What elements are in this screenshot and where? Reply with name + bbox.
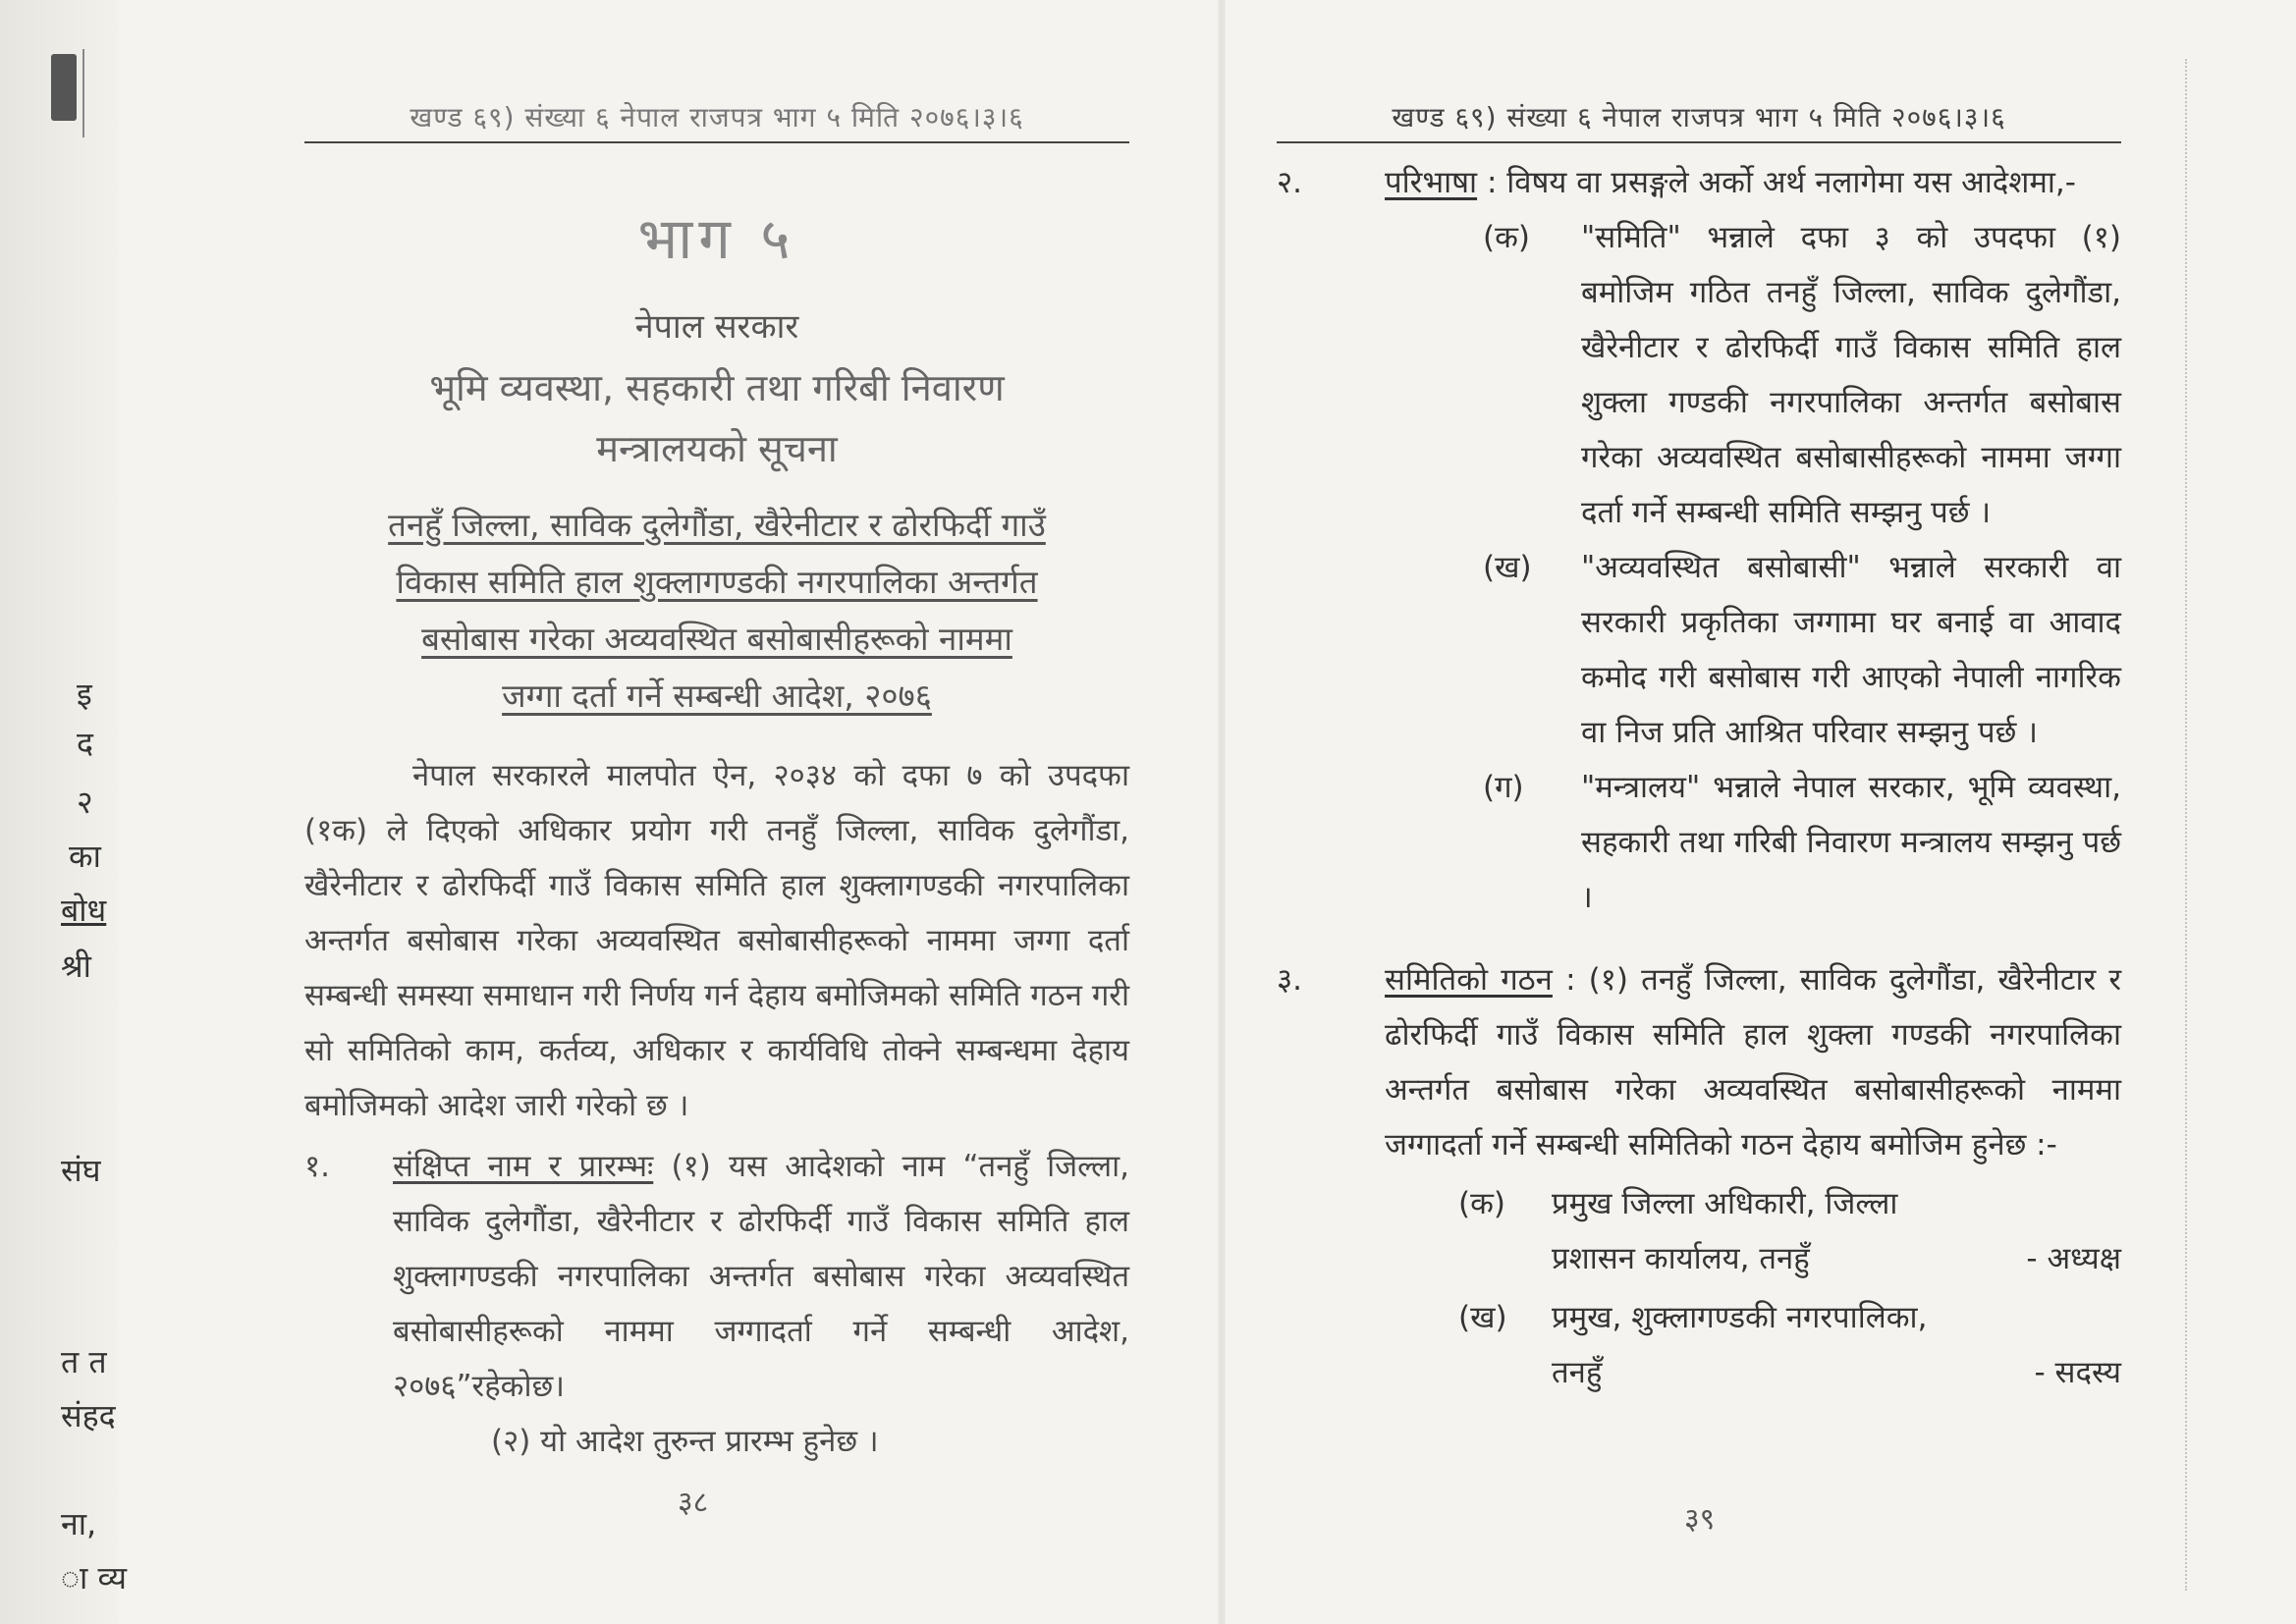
- section-heading: परिभाषा: [1385, 165, 1478, 200]
- order-title-line: विकास समिति हाल शुक्लागण्डकी नगरपालिका अन्तर्गत: [396, 563, 1038, 601]
- preamble-text: नेपाल सरकारले मालपोत ऐन, २०३४ को दफा ७ को उपदफा (१क) ले दिएको अधिकार प्रयोग गरी तनहुँ जिल्ला, साविक दुलेगौंडा, खैरेनीटार र ढोरफिर्दी गाउँ विकास समिति हाल शुक्लागण्डकी नगरपालिका अन्तर्गत बसोबास गरेका अव्यवस्थित बसोबासीहरूको नाममा जग्गा दर्ता सम्बन्धी समस्या समाधान गरी निर्णय गर्न देहाय बमोजिमको समिति गठन गरी सो समितिको काम, कर्तव्य, अधिकार र कार्यविधि तोक्ने सम्बन्धमा देहाय बमोजिमको आदेश जारी गरेको छ ।: [304, 758, 1129, 1123]
- edge-fragment: द: [77, 725, 93, 762]
- item-label: (क): [1483, 220, 1530, 255]
- member-label: (ख): [1458, 1300, 1507, 1335]
- page-fold: [1218, 0, 1226, 1624]
- edge-fragment: ना,: [61, 1505, 97, 1543]
- section-2: [1277, 155, 2121, 210]
- item-text: "मन्त्रालय" भन्नाले नेपाल सरकार, भूमि व्यवस्था, सहकारी तथा गरिबी निवारण मन्त्रालय सम्झनु पर्छ ।: [1581, 770, 2121, 915]
- item-text: "अव्यवस्थित बसोबासी" भन्नाले सरकारी वा सरकारी प्रकृतिका जग्गामा घर बनाई वा आवाद कमोद गरी बसोबास गरी आएको नेपाली नागरिक वा निज प्रति आश्रित परिवार सम्झनु पर्छ ।: [1581, 550, 2121, 750]
- section-heading: समितिको गठन: [1385, 962, 1553, 998]
- definition-item: [1277, 540, 2121, 760]
- section-text: : (१) तनहुँ जिल्ला, साविक दुलेगौंडा, खैरेनीटार र ढोरफिर्दी गाउँ विकास समिति हाल शुक्ला गण्डकी नगरपालिका अन्तर्गत बसोबास गरेका अव्यवस्थित बसोबासीहरूको नाममा जग्गादर्ता गर्ने सम्बन्धी समितिको गठन देहाय बमोजिम हुनेछ :-: [1385, 962, 2122, 1163]
- edge-fragment: संघ: [61, 1152, 101, 1189]
- edge-fragment: त त: [61, 1343, 107, 1380]
- preamble: [304, 748, 1129, 1133]
- member-line: प्रशासन कार्यालय, तनहुँ: [1552, 1241, 1810, 1276]
- order-title-line: बसोबास गरेका अव्यवस्थित बसोबासीहरूको नाममा: [421, 620, 1012, 658]
- order-title-line: जग्गा दर्ता गर्ने सम्बन्धी आदेश, २०७६: [502, 677, 932, 715]
- section-number: २.: [1277, 165, 1302, 200]
- definition-item: [1277, 210, 2121, 540]
- section-1: [304, 1139, 1129, 1414]
- member-line: प्रमुख, शुक्लागण्डकी नगरपालिका,: [1552, 1300, 1928, 1335]
- member-role: - अध्यक्ष: [2026, 1241, 2121, 1276]
- edge-fragment: ा व्य: [61, 1559, 127, 1597]
- item-label: (ख): [1483, 550, 1532, 585]
- ministry-line: भूमि व्यवस्था, सहकारी तथा गरिबी निवारण: [429, 366, 1005, 409]
- section-text: (१) यस आदेशको नाम “तनहुँ जिल्ला, साविक दुलेगौंडा, खैरेनीटार र ढोरफिर्दी गाउँ विकास समिति हाल शुक्लागण्डकी नगरपालिका अन्तर्गत बसोबास गरेका अव्यवस्थित बसोबासीहरूको नाममा जग्गादर्ता गर्ने सम्बन्धी आदेश, २०७६”रहेकोछ।: [393, 1149, 1130, 1404]
- item-label: (ग): [1483, 770, 1524, 805]
- page-number-right: ३९: [1684, 1502, 1716, 1537]
- ministry-line: मन्त्रालयको सूचना: [596, 427, 838, 470]
- running-head: खण्ड ६९) संख्या ६ नेपाल राजपत्र भाग ५ मिति २०७६।३।६: [1277, 98, 2121, 143]
- edge-fragment: श्री: [61, 947, 91, 985]
- member-label: (क): [1458, 1186, 1505, 1221]
- section-number: १.: [304, 1149, 330, 1184]
- member-line: प्रमुख जिल्ला अधिकारी, जिल्ला: [1552, 1186, 1898, 1221]
- edge-fragment: संहद: [61, 1397, 116, 1435]
- committee-member: [1277, 1290, 2121, 1400]
- committee-member: [1277, 1176, 2121, 1286]
- item-text: "समिति" भन्नाले दफा ३ को उपदफा (१) बमोजिम गठित तनहुँ जिल्ला, साविक दुलेगौंडा, खैरेनीटार र ढोरफिर्दी गाउँ विकास समिति हाल शुक्ला गण्डकी नगरपालिका अन्तर्गत बसोबास गरेका अव्यवस्थित बसोबासीहरूको नाममा जग्गा दर्ता गर्ने सम्बन्धी समिति सम्झनु पर्छ ।: [1581, 220, 2121, 530]
- right-page: [1277, 98, 2121, 1400]
- order-title-line: तनहुँ जिल्ला, साविक दुलेगौंडा, खैरेनीटार र ढोरफिर्दी गाउँ: [388, 506, 1046, 544]
- order-title: [304, 497, 1129, 725]
- definition-item: [1277, 760, 2121, 925]
- edge-fragment: इ: [77, 676, 92, 713]
- ministry-notice: [304, 357, 1129, 479]
- member-role: - सदस्य: [2034, 1355, 2121, 1390]
- section-number: ३.: [1277, 962, 1302, 998]
- left-page: [304, 98, 1129, 1469]
- scan-right-edge: [2185, 59, 2187, 1591]
- binding-clip: [51, 54, 77, 121]
- part-title: भाग ५: [637, 205, 796, 272]
- section-3: [1277, 952, 2121, 1172]
- member-line: तनहुँ: [1552, 1355, 1603, 1390]
- section-heading: संक्षिप्त नाम र प्रारम्भः: [393, 1149, 654, 1184]
- running-head: खण्ड ६९) संख्या ६ नेपाल राजपत्र भाग ५ मिति २०७६।३।६: [304, 98, 1129, 143]
- government-name: नेपाल सरकार: [634, 307, 799, 347]
- section-intro: : विषय वा प्रसङ्गले अर्को अर्थ नलागेमा यस आदेशमा,-: [1486, 165, 2076, 200]
- edge-fragment: बोध: [61, 892, 107, 929]
- edge-line: [82, 49, 84, 137]
- page-number-left: ३८: [678, 1486, 709, 1520]
- section-1-sub-2: (२) यो आदेश तुरुन्त प्रारम्भ हुनेछ ।: [491, 1424, 879, 1459]
- edge-fragment: २: [77, 784, 93, 821]
- edge-fragment: का: [69, 838, 101, 875]
